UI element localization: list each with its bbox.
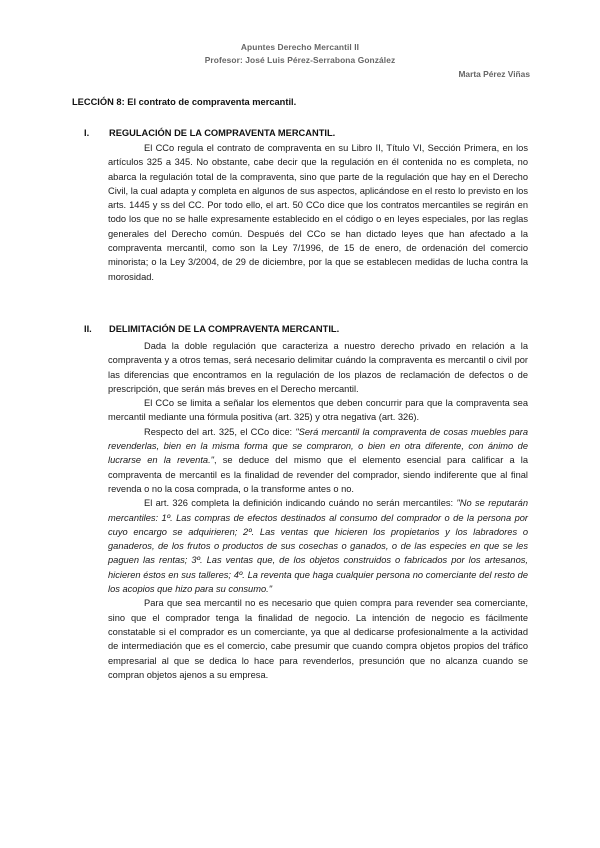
paragraph: Dada la doble regulación que caracteriza a nuestro derecho privado en relación a la compraventa y a otros temas, será necesario delimitar cuándo la compraventa es mercantil o civil por las diferencias que encontramos en la regulación de los plazos de reclamación de defectos o de prescripción, que serán más breves en el Derecho mercantil. [108, 341, 528, 394]
section-body-1 [108, 141, 528, 284]
header-professor: Profesor: José Luis Pérez-Serrabona González [204, 55, 396, 65]
paragraph-lead: Respecto del art. 325, el CCo dice: [144, 426, 296, 437]
quote-art-326: "No se reputarán mercantiles: 1º. Las compras de efectos destinados al consumo del comprador o de la persona por cuyo encargo se adquirieren; 2º. Las ventas que hicieren los propietarios y los labradores o ganaderos, de los frutos o productos de sus cosechas o ganados, o de las especies en que se les paguen las rentas; 3º. Las ventas que, de los objetos construidos o fabricados por los artesanos, hicieren éstos en sus talleres; 4º. La reventa que haga cualquier persona no comerciante del resto de los acopios que hizo para su consumo." [108, 498, 528, 595]
section-body-2 [108, 339, 528, 682]
quote-art-325: "Será mercantil la compraventa de cosas muebles para revenderlas, bien en la misma forma que se compraron, o bien en otra diferente, con ánimo de lucrarse en la reventa." [108, 426, 529, 466]
paragraph: El CCo regula el contrato de compraventa en su Libro II, Título VI, Sección Primera, en los artículos 325 a 345. No obstante, cabe decir que la regulación en él contenida no es completa, no abarca la regulación total de la compraventa, sino que parte de la regulación que hay en el Derecho Civil, la cual adapta y completa en algunos de sus aspectos, aplicándose en el resto lo previsto en los arts. 1445 y ss del CC. Por todo ello, el art. 50 CCo dice que los contratos mercantiles se regirán en todo los que no se halle expresamente establecido en el código o en leyes especiales, por las reglas generales del Derecho común. Después del CCo se han dictado leyes que han afectado a la compraventa mercantil, como son la Ley 7/1996, de 15 de enero, de ordenación del comercio minorista; o la Ley 3/2004, de 29 de diciembre, por la que se establecen medidas de lucha contra la morosidad. [108, 143, 528, 282]
section-heading-1 [84, 128, 544, 138]
section-number: II. [84, 324, 92, 334]
paragraph-tail: , se deduce del mismo que el elemento esencial para calificar a la compraventa de mercantil es la finalidad de revender del comprador, siendo indiferente que al final revenda o no la cosa comprada, o la transforme antes o no. [108, 455, 528, 494]
header-author: Marta Pérez Viñas [458, 69, 530, 79]
paragraph-lead: El art. 326 completa la definición indicando cuándo no serán mercantiles: [144, 498, 457, 509]
section-title: DELIMITACIÓN DE LA COMPRAVENTA MERCANTIL. [109, 324, 340, 334]
paragraph: El CCo se limita a señalar los elementos que deben concurrir para que la compraventa sea mercantil mediante una fórmula positiva (art. 325) y otra negativa (art. 326). [108, 398, 528, 423]
section-number: I. [84, 128, 90, 138]
header-course-title: Apuntes Derecho Mercantil II [240, 42, 360, 52]
section-heading-2 [84, 324, 544, 334]
section-title: REGULACIÓN DE LA COMPRAVENTA MERCANTIL. [109, 128, 336, 138]
paragraph-quote-art-326 [108, 496, 528, 596]
paragraph-quote-art-325 [108, 425, 528, 496]
paragraph: Para que sea mercantil no es necesario que quien compra para revender sea comerciante, sino que el comprador tenga la finalidad de negocio. La intención de negocio es fácilmente constatable si el comprador es un comerciante, ya que al dedicarse profesionalmente a la actividad de intermediación que es el comercio, cabe presumir que cuando compra objetos propios del tráfico empresarial al que se dedica lo hace para revenderlos, presunción que no alcanza cuando se compran objetos ajenos a su empresa. [108, 598, 528, 680]
lesson-title: LECCIÓN 8: El contrato de compraventa mercantil. [72, 97, 297, 107]
